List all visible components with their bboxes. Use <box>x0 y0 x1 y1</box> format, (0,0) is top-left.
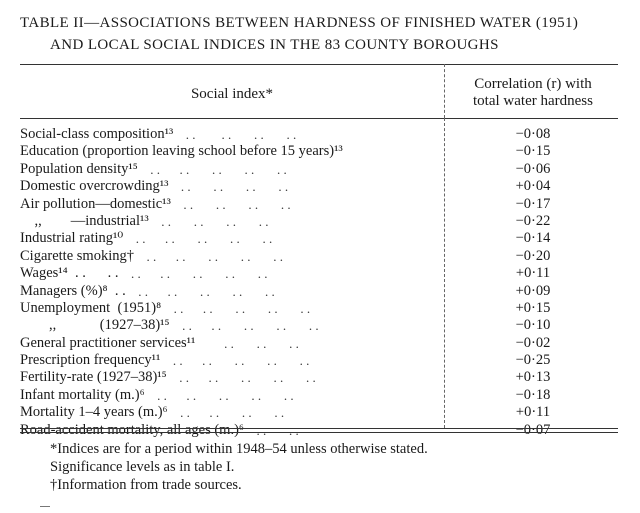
table-row <box>20 422 620 439</box>
row-label: Social-class composition¹³ <box>20 126 174 142</box>
row-correlation-value: −0·15 <box>515 143 551 160</box>
row-correlation-value: +0·15 <box>515 299 551 316</box>
table-row <box>20 213 620 230</box>
row-correlation-value: −0·14 <box>515 230 551 247</box>
row-correlation-value: −0·08 <box>515 126 551 142</box>
bottom-rule-double <box>20 432 618 433</box>
row-leader-dots: . . . . . . . . <box>179 127 297 142</box>
row-correlation-value: −0·18 <box>515 386 551 403</box>
page-mark <box>40 506 50 507</box>
row-correlation-value: −0·17 <box>515 195 551 212</box>
table-row <box>20 404 620 421</box>
row-label: Unemployment (1951)⁸ <box>20 299 162 316</box>
row-label: Population density¹⁵ <box>20 160 138 177</box>
row-label: Road-accident mortality, all ages (m.)⁶ <box>20 421 244 438</box>
row-label: Prescription frequency¹¹ <box>20 352 161 369</box>
table-row <box>20 161 620 178</box>
row-label: Wages¹⁴ . . . . <box>20 265 119 282</box>
table-row <box>20 230 620 247</box>
row-leader-dots: . . . . . . . . . . <box>166 353 310 369</box>
row-label: ,, (1927–38)¹⁵ <box>20 317 170 334</box>
row-label: Industrial rating¹⁰ <box>20 230 124 247</box>
footnote-indices: *Indices are for a period within 1948–54 unless otherwise stated. <box>50 441 428 457</box>
row-label: Domestic overcrowding¹³ <box>20 178 169 195</box>
row-correlation-value: +0·11 <box>515 265 551 282</box>
row-label: General practitioner services¹¹ <box>20 334 196 351</box>
row-leader-dots: . . . . . . . . . . <box>150 387 294 403</box>
row-label: Cigarette smoking† <box>20 247 134 264</box>
table-row <box>20 317 620 334</box>
header-rule <box>20 118 618 119</box>
row-leader-dots: . . . . . . . . . . <box>167 300 311 316</box>
table-row <box>20 369 620 386</box>
table-title-line1: TABLE II—ASSOCIATIONS BETWEEN HARDNESS OF FINISHED WATER (1951) <box>20 15 579 31</box>
top-rule <box>20 64 618 65</box>
row-label: ,, —industrial¹³ <box>20 212 149 229</box>
table-row <box>20 352 620 369</box>
row-correlation-value: +0·11 <box>515 404 551 421</box>
footnotes <box>50 440 428 494</box>
table-row <box>20 335 620 352</box>
row-label: Air pollution—domestic¹³ <box>20 195 171 212</box>
table-title-line2: AND LOCAL SOCIAL INDICES IN THE 83 COUNTY BOROUGHS <box>50 37 499 53</box>
row-leader-dots: . . . . . . . . . . <box>129 231 273 247</box>
table-row <box>20 248 620 265</box>
table-row <box>20 196 620 213</box>
table-body <box>20 126 620 439</box>
row-leader-dots: . . . . . . . . . . <box>143 161 287 177</box>
row-leader-dots: . . . . . . . . <box>154 213 269 229</box>
footnote-significance: Significance levels as in table I. <box>50 459 235 475</box>
table-row <box>20 126 620 143</box>
row-label: Managers (%)⁸ . . <box>20 282 126 299</box>
column-header-correlation-line1: Correlation (r) with <box>474 76 592 92</box>
row-leader-dots: . . . . . . . . . . <box>139 248 283 264</box>
row-label: Infant mortality (m.)⁶ <box>20 386 145 403</box>
row-correlation-value: +0·09 <box>515 282 551 299</box>
bottom-rule <box>20 428 618 429</box>
row-correlation-value: −0·20 <box>515 247 551 264</box>
row-leader-dots: . . . . . . . . <box>176 196 291 212</box>
row-correlation-value: −0·02 <box>515 334 551 351</box>
table-title <box>20 12 620 56</box>
table-row <box>20 265 620 282</box>
column-header-correlation-line2: total water hardness <box>473 93 593 109</box>
table-row <box>20 178 620 195</box>
footnote-trade-sources: †Information from trade sources. <box>50 477 242 493</box>
row-leader-dots: . . . . . . . . <box>174 179 289 195</box>
row-label: Fertility-rate (1927–38)¹⁵ <box>20 369 167 386</box>
row-correlation-value: −0·06 <box>515 160 551 177</box>
header-divider <box>444 64 445 118</box>
row-leader-dots: . . . . . . . . . . <box>131 283 275 299</box>
row-correlation-value: +0·04 <box>515 178 551 195</box>
table-row <box>20 300 620 317</box>
row-correlation-value: −0·22 <box>515 212 551 229</box>
row-leader-dots: . . . . . . . . . . <box>172 370 316 386</box>
row-correlation-value: −0·25 <box>515 352 551 369</box>
row-correlation-value: −0·10 <box>515 317 551 334</box>
table-row <box>20 283 620 300</box>
row-leader-dots: . . . . . . . . <box>173 405 285 421</box>
column-header-social-index: Social index* <box>190 86 274 102</box>
row-leader-dots: . . . . . . <box>201 335 299 351</box>
row-leader-dots: . . . . <box>249 422 299 438</box>
row-correlation-value: −0·07 <box>515 421 551 438</box>
row-label: Mortality 1–4 years (m.)⁶ <box>20 404 168 421</box>
table-row <box>20 143 620 160</box>
table-row <box>20 387 620 404</box>
row-correlation-value: +0·13 <box>515 369 551 386</box>
row-leader-dots: . . . . . . . . . . <box>124 266 268 282</box>
row-label: Education (proportion leaving school before 15 years)¹³ <box>20 143 343 160</box>
column-header-correlation <box>446 76 620 110</box>
row-leader-dots: . . . . . . . . . . <box>175 318 319 334</box>
